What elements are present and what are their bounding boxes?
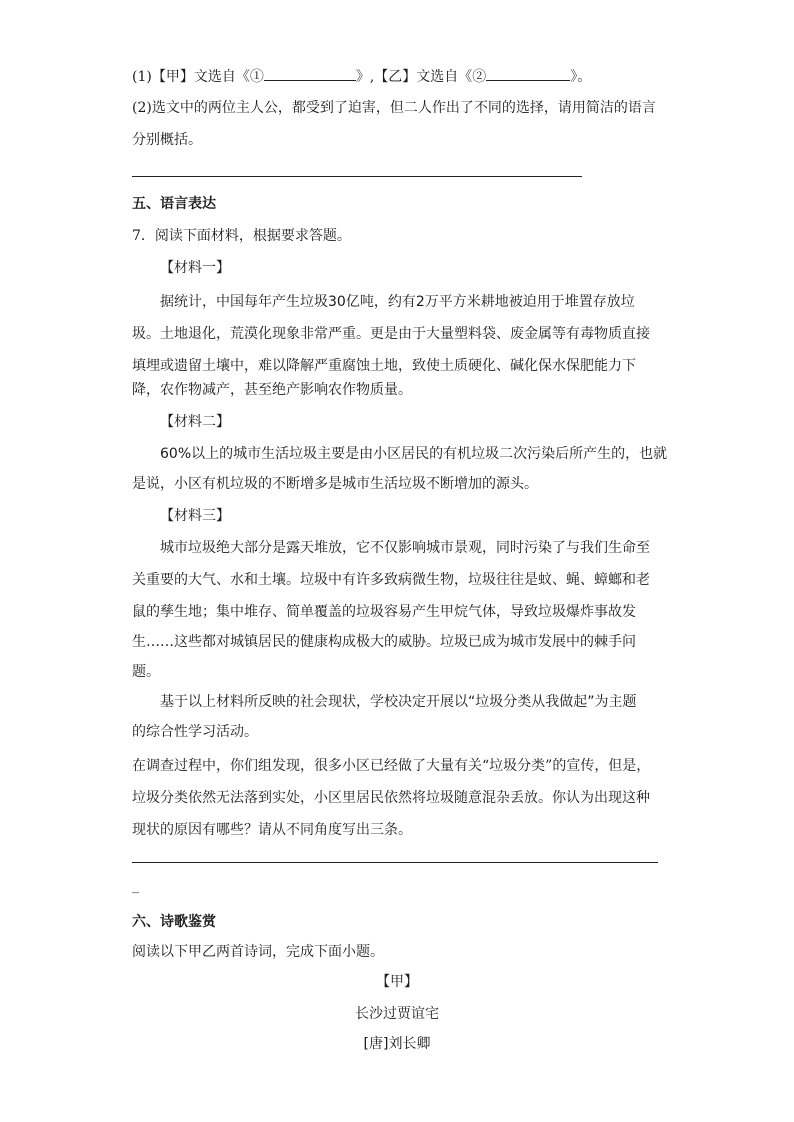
activity-line: 基于以上材料所反映的社会现状，学校决定开展以“垃圾分类从我做起”为主题 [160,694,637,710]
question-7-line: 垃圾分类依然无法落到实处，小区里居民依然将垃圾随意混杂丢放。你认为出现这种 [132,790,650,806]
section-5-title: 五、语言表达 [132,196,216,212]
material-1-line: 降，农作物减产，甚至绝产影响农作物质量。 [132,382,412,398]
material-3-line: 题。 [132,664,160,680]
question-1 [132,66,591,87]
answer-blank-1[interactable] [264,66,356,81]
material-3-line: 城市垃圾绝大部分是露天堆放，它不仅影响城市景观，同时污染了与我们生命至 [160,540,650,556]
answer-line-q2[interactable] [132,176,582,177]
material-1-title: 【材料一】 [160,260,230,276]
question-2-line-1: (2)选文中的两位主人公，都受到了迫害，但二人作出了不同的选择，请用简洁的语言 [132,100,656,116]
poem-title: 长沙过贾谊宅 [355,1006,439,1022]
answer-line-tail: _ [132,878,139,894]
q1-suffix: 》。 [570,69,592,85]
question-2-line-2: 分别概括。 [132,132,202,148]
material-3-title: 【材料三】 [160,508,230,524]
material-1-line: 填埋或遗留土壤中，难以降解严重腐蚀土地，致使土质硬化、碱化保水保肥能力下 [132,358,636,374]
material-2-line: 60%以上的城市生活垃圾主要是由小区居民的有机垃圾二次污染后所产生的，也就 [160,446,668,462]
answer-line-q7[interactable] [132,862,658,863]
q1-prefix: (1)【甲】文选自《① [132,69,264,85]
question-7-line: 现状的原因有哪些？请从不同角度写出三条。 [132,822,412,838]
poem-intro: 阅读以下甲乙两首诗词，完成下面小题。 [132,944,384,960]
question-7-intro: 7．阅读下面材料，根据要求答题。 [132,228,351,244]
material-1-line: 圾。土地退化，荒漠化现象非常严重。更是由于大量塑料袋、废金属等有毒物质直接 [132,326,650,342]
material-2-title: 【材料二】 [160,414,230,430]
question-7-line: 在调查过程中，你们组发现，很多小区已经做了大量有关“垃圾分类”的宣传，但是， [132,758,651,774]
answer-blank-2[interactable] [486,66,570,81]
q1-mid: 》,【乙】文选自《② [355,69,487,85]
material-3-line: 生……这些都对城镇居民的健康构成极大的威胁。垃圾已成为城市发展中的棘手问 [132,634,636,650]
section-6-title: 六、诗歌鉴赏 [132,914,216,930]
material-2-line: 是说，小区有机垃圾的不断增多是城市生活垃圾不断增加的源头。 [132,476,538,492]
material-3-line: 关重要的大气、水和土壤。垃圾中有许多致病微生物，垃圾往往是蚊、蝇、蟑螂和老 [132,572,650,588]
poem-label: 【甲】 [376,974,418,990]
activity-line: 的综合性学习活动。 [132,724,258,740]
poem-author: [唐]刘长卿 [363,1036,431,1052]
material-3-line: 鼠的孳生地；集中堆存、简单覆盖的垃圾容易产生甲烷气体，导致垃圾爆炸事故发 [132,604,636,620]
material-1-line: 据统计，中国每年产生垃圾30亿吨，约有2万平方米耕地被迫用于堆置存放垃 [160,294,635,310]
